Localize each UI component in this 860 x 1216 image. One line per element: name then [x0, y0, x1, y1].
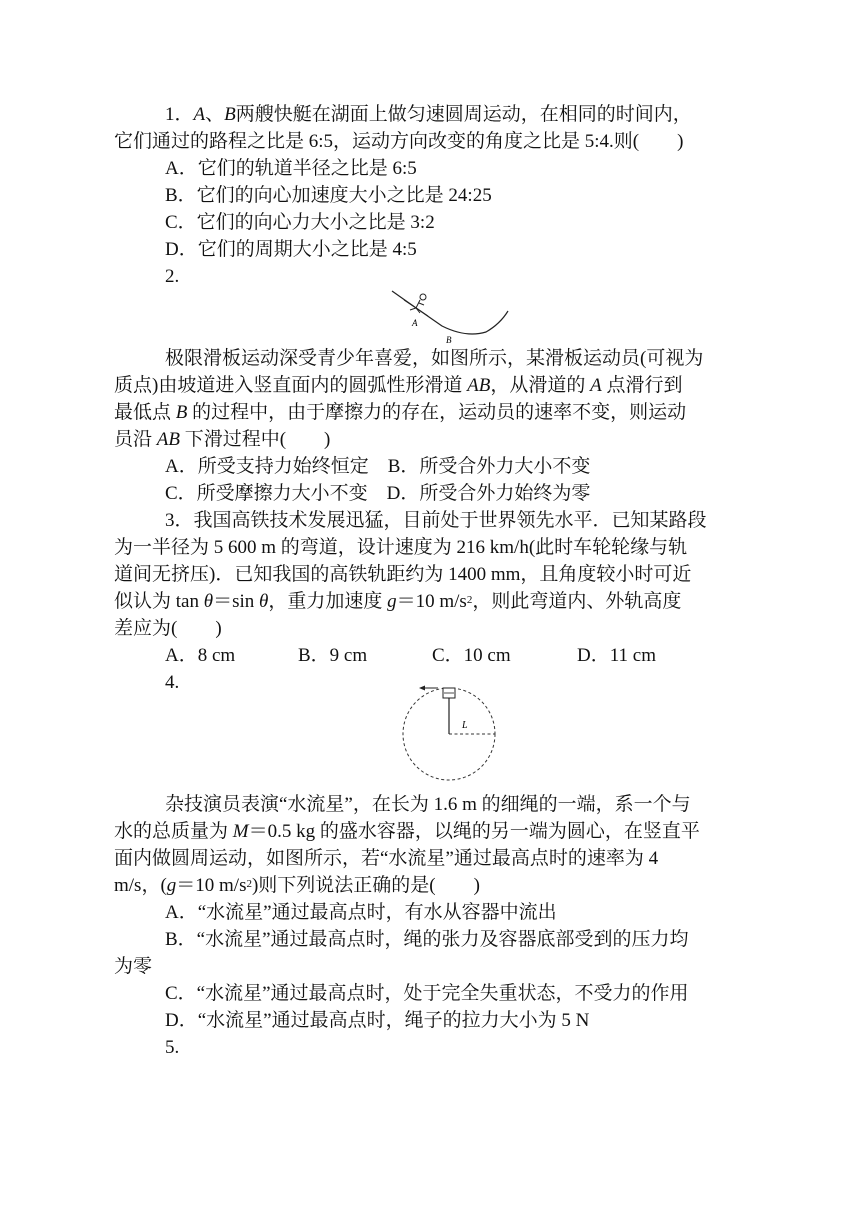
- q3-l4-d: ＝10 m/s: [396, 591, 467, 612]
- skater-body-icon: [410, 300, 424, 313]
- q4-l4-b: ＝10 m/s: [176, 875, 247, 896]
- q4-l2-a: 水的总质量为: [114, 821, 233, 842]
- water-star-figure: [398, 684, 508, 788]
- q4-l4-a: m/s，(: [114, 875, 167, 896]
- q4-option-b-line1: B．“水流星”通过最高点时，绳的张力及容器底部受到的压力均: [165, 929, 689, 950]
- q1-option-b: B．它们的向心加速度大小之比是 24:25: [165, 185, 492, 206]
- q2-l3-text-a: 最低点: [114, 402, 176, 423]
- q1-separator: 、: [205, 104, 225, 125]
- q2-l3-text-b: 的过程中，由于摩擦力的存在，运动员的速率不变，则运动: [187, 402, 687, 423]
- q2-l2-text-c: 点滑行到: [601, 375, 683, 396]
- q2-l4-ab: AB: [156, 429, 180, 450]
- q2-options-row2: C．所受摩擦力大小不变 D．所受合外力始终为零: [165, 483, 591, 504]
- q3-stem-line1: 3．我国高铁技术发展迅猛，目前处于世界领先水平．已知某路段: [165, 510, 707, 531]
- q3-option-b: B．9 cm: [298, 645, 368, 666]
- skater-head-icon: [420, 294, 426, 300]
- fig-label-a: A: [412, 318, 418, 328]
- q2-l2-text-b: ，从滑道的: [490, 375, 591, 396]
- q3-stem-line4: [114, 589, 681, 615]
- fig-label-b: B: [446, 335, 452, 345]
- q2-stem-line3: [114, 400, 686, 426]
- q1-option-c: C．它们的向心力大小之比是 3:2: [165, 212, 435, 233]
- q4-option-c: C．“水流星”通过最高点时，处于完全失重状态，不受力的作用: [165, 983, 689, 1004]
- q2-options-row1: A．所受支持力始终恒定 B．所受合外力大小不变: [165, 456, 591, 477]
- q1-option-a: A．它们的轨道半径之比是 6:5: [165, 158, 417, 179]
- arrowhead-left-icon: [419, 686, 425, 691]
- q1-stem-text: 两艘快艇在湖面上做匀速圆周运动，在相同的时间内，: [235, 104, 692, 125]
- q2-l2-ab: AB: [467, 375, 491, 396]
- q3-l4-theta2: θ: [259, 591, 269, 612]
- q2-l4-text-b: 下滑过程中( ): [179, 429, 331, 450]
- q3-l4-e: ，则此弯道内、外轨高度: [472, 591, 682, 612]
- q3-l4-g: g: [387, 591, 397, 612]
- q1-boat-b: B: [224, 104, 236, 125]
- q2-stem-line1: 极限滑板运动深受青少年喜爱，如图所示，某滑板运动员(可视为: [165, 348, 704, 369]
- q3-stem-line5: 差应为( ): [114, 618, 222, 639]
- fig-label-l: L: [462, 720, 468, 731]
- q2-l2-text-a: 质点)由坡道进入竖直面内的圆弧性形滑道: [114, 375, 468, 396]
- arc-track: [392, 291, 508, 334]
- q4-option-a: A．“水流星”通过最高点时，有水从容器中流出: [165, 902, 557, 923]
- q4-stem-line2: [114, 819, 700, 845]
- q1-option-d: D．它们的周期大小之比是 4:5: [165, 239, 417, 260]
- q1-stem-line2: 它们通过的路程之比是 6:5，运动方向改变的角度之比是 5:4.则( ): [114, 131, 684, 152]
- q2-l3-b: B: [175, 402, 188, 423]
- q2-l4-text-a: 员沿: [114, 429, 157, 450]
- q4-l2-m: M: [232, 821, 249, 842]
- q4-l4-sup: 2: [246, 878, 252, 890]
- q3-stem-line3: 道间无挤压)．已知我国的高铁轨距约为 1400 mm，且角度较小时可近: [114, 564, 692, 585]
- q4-l4-g: g: [166, 875, 177, 896]
- q3-l4-c: ，重力加速度: [268, 591, 388, 612]
- q1-boat-a: A: [193, 104, 206, 125]
- q4-option-b-line2: 为零: [114, 956, 153, 977]
- q2-l2-a: A: [590, 375, 602, 396]
- q1-stem-line1: [165, 102, 692, 128]
- q3-option-c: C．10 cm: [432, 645, 511, 666]
- q3-l4-b: ＝sin: [213, 591, 259, 612]
- q3-l4-sup: 2: [466, 594, 473, 606]
- q4-l4-c: )则下列说法正确的是( ): [251, 875, 480, 896]
- q5-number: 5.: [165, 1037, 180, 1058]
- q4-option-d: D．“水流星”通过最高点时，绳子的拉力大小为 5 N: [165, 1010, 590, 1031]
- q2-stem-line4: [114, 427, 330, 453]
- q1-number: 1．: [165, 104, 194, 125]
- q4-stem-line1: 杂技演员表演“水流星”，在长为 1.6 m 的细绳的一端，系一个与: [165, 794, 691, 815]
- q3-option-a: A．8 cm: [165, 645, 236, 666]
- q4-l2-b: ＝0.5 kg 的盛水容器，以绳的另一端为圆心，在竖直平: [248, 821, 700, 842]
- skateboard-figure: [386, 286, 516, 346]
- q4-number: 4.: [165, 672, 180, 693]
- q2-stem-line2: [114, 373, 682, 399]
- q3-stem-line2: 为一半径为 5 600 m 的弯道，设计速度为 216 km/h(此时车轮轮缘与轨: [114, 537, 688, 558]
- q3-option-d: D．11 cm: [577, 645, 656, 666]
- q4-stem-line3: 面内做圆周运动，如图所示，若“水流星”通过最高点时的速率为 4: [114, 848, 659, 869]
- q3-l4-theta: θ: [203, 591, 214, 612]
- q3-l4-a: 似认为 tan: [114, 591, 204, 612]
- q4-stem-line4: [114, 873, 480, 899]
- q2-number: 2.: [165, 266, 180, 287]
